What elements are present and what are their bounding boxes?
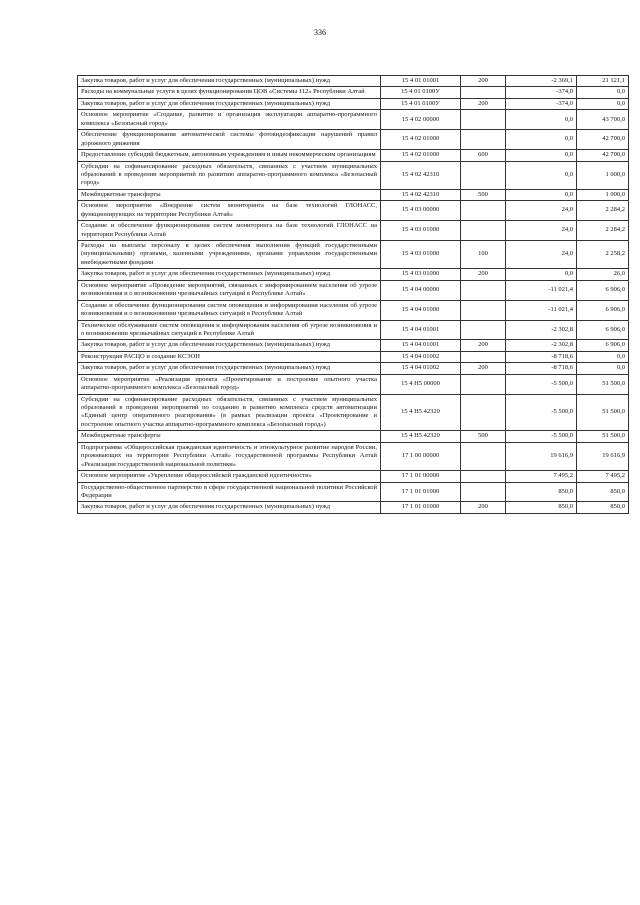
row-name: Основное мероприятие «Проведение мероприятий, связанных с информированием населения об угрозе возникновения и о возникновении чрезвычайных ситуаций в Республике Алтай» xyxy=(78,280,381,300)
row-name: Основное мероприятие «Внедрение систем мониторинга на базе технологий ГЛОНАСС, функционирующих на территории Республики Алтай» xyxy=(78,201,381,221)
row-change-amount: -2 369,1 xyxy=(506,76,577,87)
row-name: Субсидии на софинансирование расходных обязательств, связанных с участием муниципальных образований в проведении мероприятий по созданию и развитию комплекса средств автоматизации «Единый центр оперативного реагирования» (в рамках реализации проекта «Проектирование и построение опытного участка аппаратно-программного комплекса «Безопасный город») xyxy=(78,394,381,431)
row-total-amount: 6 906,0 xyxy=(577,300,629,320)
row-change-amount: -2 302,8 xyxy=(506,320,577,340)
row-total-amount: 850,0 xyxy=(577,502,629,513)
row-code: 15 4 01 01001 xyxy=(381,76,461,87)
row-change-amount: 24,0 xyxy=(506,241,577,269)
table-row xyxy=(78,374,629,394)
row-total-amount: 6 906,0 xyxy=(577,320,629,340)
row-expense-type: 200 xyxy=(461,363,506,374)
row-total-amount: 0,0 xyxy=(577,363,629,374)
row-name: Закупка товаров, работ и услуг для обеспечения государственных (муниципальных) нужд xyxy=(78,340,381,351)
row-expense-type: 500 xyxy=(461,189,506,200)
row-total-amount: 0,0 xyxy=(577,87,629,98)
row-name: Межбюджетные трансферты xyxy=(78,189,381,200)
row-code: 15 4 03 01000 xyxy=(381,269,461,280)
row-code: 15 4 04 01001 xyxy=(381,340,461,351)
row-change-amount: -11 021,4 xyxy=(506,300,577,320)
row-name: Основное мероприятие «Укрепление общероссийской гражданской идентичности» xyxy=(78,471,381,482)
row-name: Создание и обеспечение функционирования систем мониторинга на базе технологий ГЛОНАСС на территории Республики Алтай xyxy=(78,221,381,241)
row-expense-type: 600 xyxy=(461,150,506,161)
row-name: Государственно-общественное партнерство в сфере государственной национальной политики Российской Федерации xyxy=(78,482,381,502)
row-total-amount: 850,0 xyxy=(577,482,629,502)
row-code: 15 4 01 0100У xyxy=(381,98,461,109)
table-row xyxy=(78,320,629,340)
table-row xyxy=(78,340,629,351)
row-code: 15 4 04 00000 xyxy=(381,280,461,300)
table-row xyxy=(78,130,629,150)
row-total-amount: 1 000,0 xyxy=(577,161,629,189)
row-code: 15 4 04 01000 xyxy=(381,300,461,320)
table-row xyxy=(78,161,629,189)
row-expense-type: 100 xyxy=(461,241,506,269)
row-total-amount: 21 121,1 xyxy=(577,76,629,87)
row-change-amount: 850,0 xyxy=(506,482,577,502)
row-total-amount: 51 500,0 xyxy=(577,431,629,442)
budget-table xyxy=(77,75,629,514)
row-name: Закупка товаров, работ и услуг для обеспечения государственных (муниципальных) нужд xyxy=(78,76,381,87)
row-change-amount: 24,0 xyxy=(506,201,577,221)
row-expense-type: 200 xyxy=(461,340,506,351)
row-change-amount: 0,0 xyxy=(506,150,577,161)
row-expense-type: 200 xyxy=(461,502,506,513)
row-code: 15 4 02 01000 xyxy=(381,150,461,161)
row-expense-type xyxy=(461,320,506,340)
table-row xyxy=(78,363,629,374)
row-code: 15 4 02 00000 xyxy=(381,110,461,130)
row-name: Подпрограмма «Общероссийская гражданская идентичность и этнокультурное развитие народов России, проживающих на территории Республики Алтай» государственной программы Республики Алтай «Реализация государственной национальной политики» xyxy=(78,442,381,470)
row-expense-type xyxy=(461,110,506,130)
table-row xyxy=(78,394,629,431)
row-total-amount: 42 700,0 xyxy=(577,150,629,161)
row-name: Закупка товаров, работ и услуг для обеспечения государственных (муниципальных) нужд xyxy=(78,502,381,513)
row-expense-type: 200 xyxy=(461,269,506,280)
row-change-amount: 0,0 xyxy=(506,161,577,189)
page-number: 336 xyxy=(314,28,326,37)
row-name: Субсидии на софинансирование расходных обязательств, связанных с участием муниципальных образований в проведении мероприятий по развитию аппаратно-программного комплекса «Безопасный город» xyxy=(78,161,381,189)
row-code: 15 4 02 42310 xyxy=(381,189,461,200)
row-change-amount: 19 616,9 xyxy=(506,442,577,470)
table-body xyxy=(78,76,629,514)
row-code: 15 4 04 01001 xyxy=(381,320,461,340)
row-total-amount: 2 284,2 xyxy=(577,201,629,221)
table-row xyxy=(78,431,629,442)
row-name: Межбюджетные трансферты xyxy=(78,431,381,442)
row-expense-type xyxy=(461,161,506,189)
row-name: Обеспечение функционирования автоматической системы фотовидеофиксации нарушений правил дорожного движения xyxy=(78,130,381,150)
row-code: 15 4 02 42310 xyxy=(381,161,461,189)
row-expense-type xyxy=(461,374,506,394)
row-change-amount: 850,0 xyxy=(506,502,577,513)
row-code: 15 4 01 0100У xyxy=(381,87,461,98)
row-expense-type: 500 xyxy=(461,431,506,442)
row-name: Реконструкция РАСЦО и создание КСЭОН xyxy=(78,351,381,362)
table-row xyxy=(78,502,629,513)
row-total-amount: 6 906,0 xyxy=(577,280,629,300)
row-code: 17 1 00 00000 xyxy=(381,442,461,470)
row-expense-type xyxy=(461,442,506,470)
row-expense-type xyxy=(461,130,506,150)
row-change-amount: -5 500,0 xyxy=(506,374,577,394)
row-expense-type xyxy=(461,201,506,221)
row-code: 15 4 Н5 00000 xyxy=(381,374,461,394)
row-change-amount: 0,0 xyxy=(506,269,577,280)
row-total-amount: 43 700,0 xyxy=(577,110,629,130)
row-expense-type xyxy=(461,87,506,98)
row-total-amount: 2 258,2 xyxy=(577,241,629,269)
row-total-amount: 7 495,2 xyxy=(577,471,629,482)
table-row xyxy=(78,442,629,470)
row-expense-type xyxy=(461,351,506,362)
row-change-amount: -374,0 xyxy=(506,87,577,98)
table-row xyxy=(78,98,629,109)
row-total-amount: 1 000,0 xyxy=(577,189,629,200)
table-row xyxy=(78,189,629,200)
row-total-amount: 51 500,0 xyxy=(577,394,629,431)
row-total-amount: 51 500,0 xyxy=(577,374,629,394)
row-name: Закупка товаров, работ и услуг для обеспечения государственных (муниципальных) нужд xyxy=(78,98,381,109)
row-expense-type: 200 xyxy=(461,98,506,109)
row-change-amount: 7 495,2 xyxy=(506,471,577,482)
row-total-amount: 6 906,0 xyxy=(577,340,629,351)
row-code: 15 4 Н5 42320 xyxy=(381,394,461,431)
row-change-amount: -8 718,6 xyxy=(506,363,577,374)
table-row xyxy=(78,280,629,300)
table-row xyxy=(78,76,629,87)
row-code: 15 4 Н5 42320 xyxy=(381,431,461,442)
row-name: Закупка товаров, работ и услуг для обеспечения государственных (муниципальных) нужд xyxy=(78,269,381,280)
row-expense-type xyxy=(461,482,506,502)
table-row xyxy=(78,471,629,482)
row-name: Основное мероприятие «Реализация проекта «Проектирование и построение опытного участка аппаратно-программного комплекса «Безопасный город» xyxy=(78,374,381,394)
row-total-amount: 0,0 xyxy=(577,98,629,109)
table-row xyxy=(78,221,629,241)
table-row xyxy=(78,241,629,269)
row-name: Техническое обслуживание систем оповещения и информирования населения об угрозе возникновения и о возникновении чрезвычайных ситуаций в Республике Алтай xyxy=(78,320,381,340)
table-row xyxy=(78,87,629,98)
table-row xyxy=(78,110,629,130)
row-change-amount: 24,0 xyxy=(506,221,577,241)
row-code: 17 1 01 01000 xyxy=(381,482,461,502)
table-row xyxy=(78,269,629,280)
table-row xyxy=(78,150,629,161)
row-total-amount: 2 284,2 xyxy=(577,221,629,241)
row-change-amount: -5 500,0 xyxy=(506,394,577,431)
row-change-amount: 0,0 xyxy=(506,110,577,130)
row-name: Предоставление субсидий бюджетным, автономным учреждениям и иным некоммерческим организациям xyxy=(78,150,381,161)
row-change-amount: 0,0 xyxy=(506,189,577,200)
row-change-amount: -2 302,8 xyxy=(506,340,577,351)
row-expense-type xyxy=(461,300,506,320)
row-code: 15 4 04 01002 xyxy=(381,363,461,374)
row-total-amount: 26,0 xyxy=(577,269,629,280)
row-change-amount: -374,0 xyxy=(506,98,577,109)
row-total-amount: 42 700,0 xyxy=(577,130,629,150)
table-row xyxy=(78,300,629,320)
table-row xyxy=(78,351,629,362)
row-code: 15 4 03 01000 xyxy=(381,221,461,241)
row-expense-type xyxy=(461,221,506,241)
row-expense-type xyxy=(461,394,506,431)
row-change-amount: -5 500,0 xyxy=(506,431,577,442)
row-name: Создание и обеспечение функционирования систем оповещения и информирования населения об угрозе возникновения и о возникновении чрезвычайных ситуаций в Республике Алтай xyxy=(78,300,381,320)
row-name: Закупка товаров, работ и услуг для обеспечения государственных (муниципальных) нужд xyxy=(78,363,381,374)
table-row xyxy=(78,482,629,502)
row-expense-type xyxy=(461,471,506,482)
row-code: 15 4 03 01000 xyxy=(381,241,461,269)
row-name: Основное мероприятие «Создание, развитие и организация эксплуатации аппаратно-программного комплекса «Безопасный город» xyxy=(78,110,381,130)
row-name: Расходы на выплаты персоналу в целях обеспечения выполнения функций государственными (муниципальными) органами, казенными учреждениями, органами управления государственными внебюджетными фондами xyxy=(78,241,381,269)
row-name: Расходы на коммунальные услуги в целях функционирования ЦОВ «Системы 112» Республики Алтай xyxy=(78,87,381,98)
table-row xyxy=(78,201,629,221)
row-total-amount: 19 616,9 xyxy=(577,442,629,470)
row-code: 15 4 02 01000 xyxy=(381,130,461,150)
row-expense-type xyxy=(461,280,506,300)
row-code: 15 4 04 01002 xyxy=(381,351,461,362)
row-change-amount: -11 021,4 xyxy=(506,280,577,300)
row-expense-type: 200 xyxy=(461,76,506,87)
row-change-amount: -8 718,6 xyxy=(506,351,577,362)
row-code: 15 4 03 00000 xyxy=(381,201,461,221)
row-change-amount: 0,0 xyxy=(506,130,577,150)
row-total-amount: 0,0 xyxy=(577,351,629,362)
row-code: 17 1 01 01000 xyxy=(381,502,461,513)
row-code: 17 1 01 00000 xyxy=(381,471,461,482)
